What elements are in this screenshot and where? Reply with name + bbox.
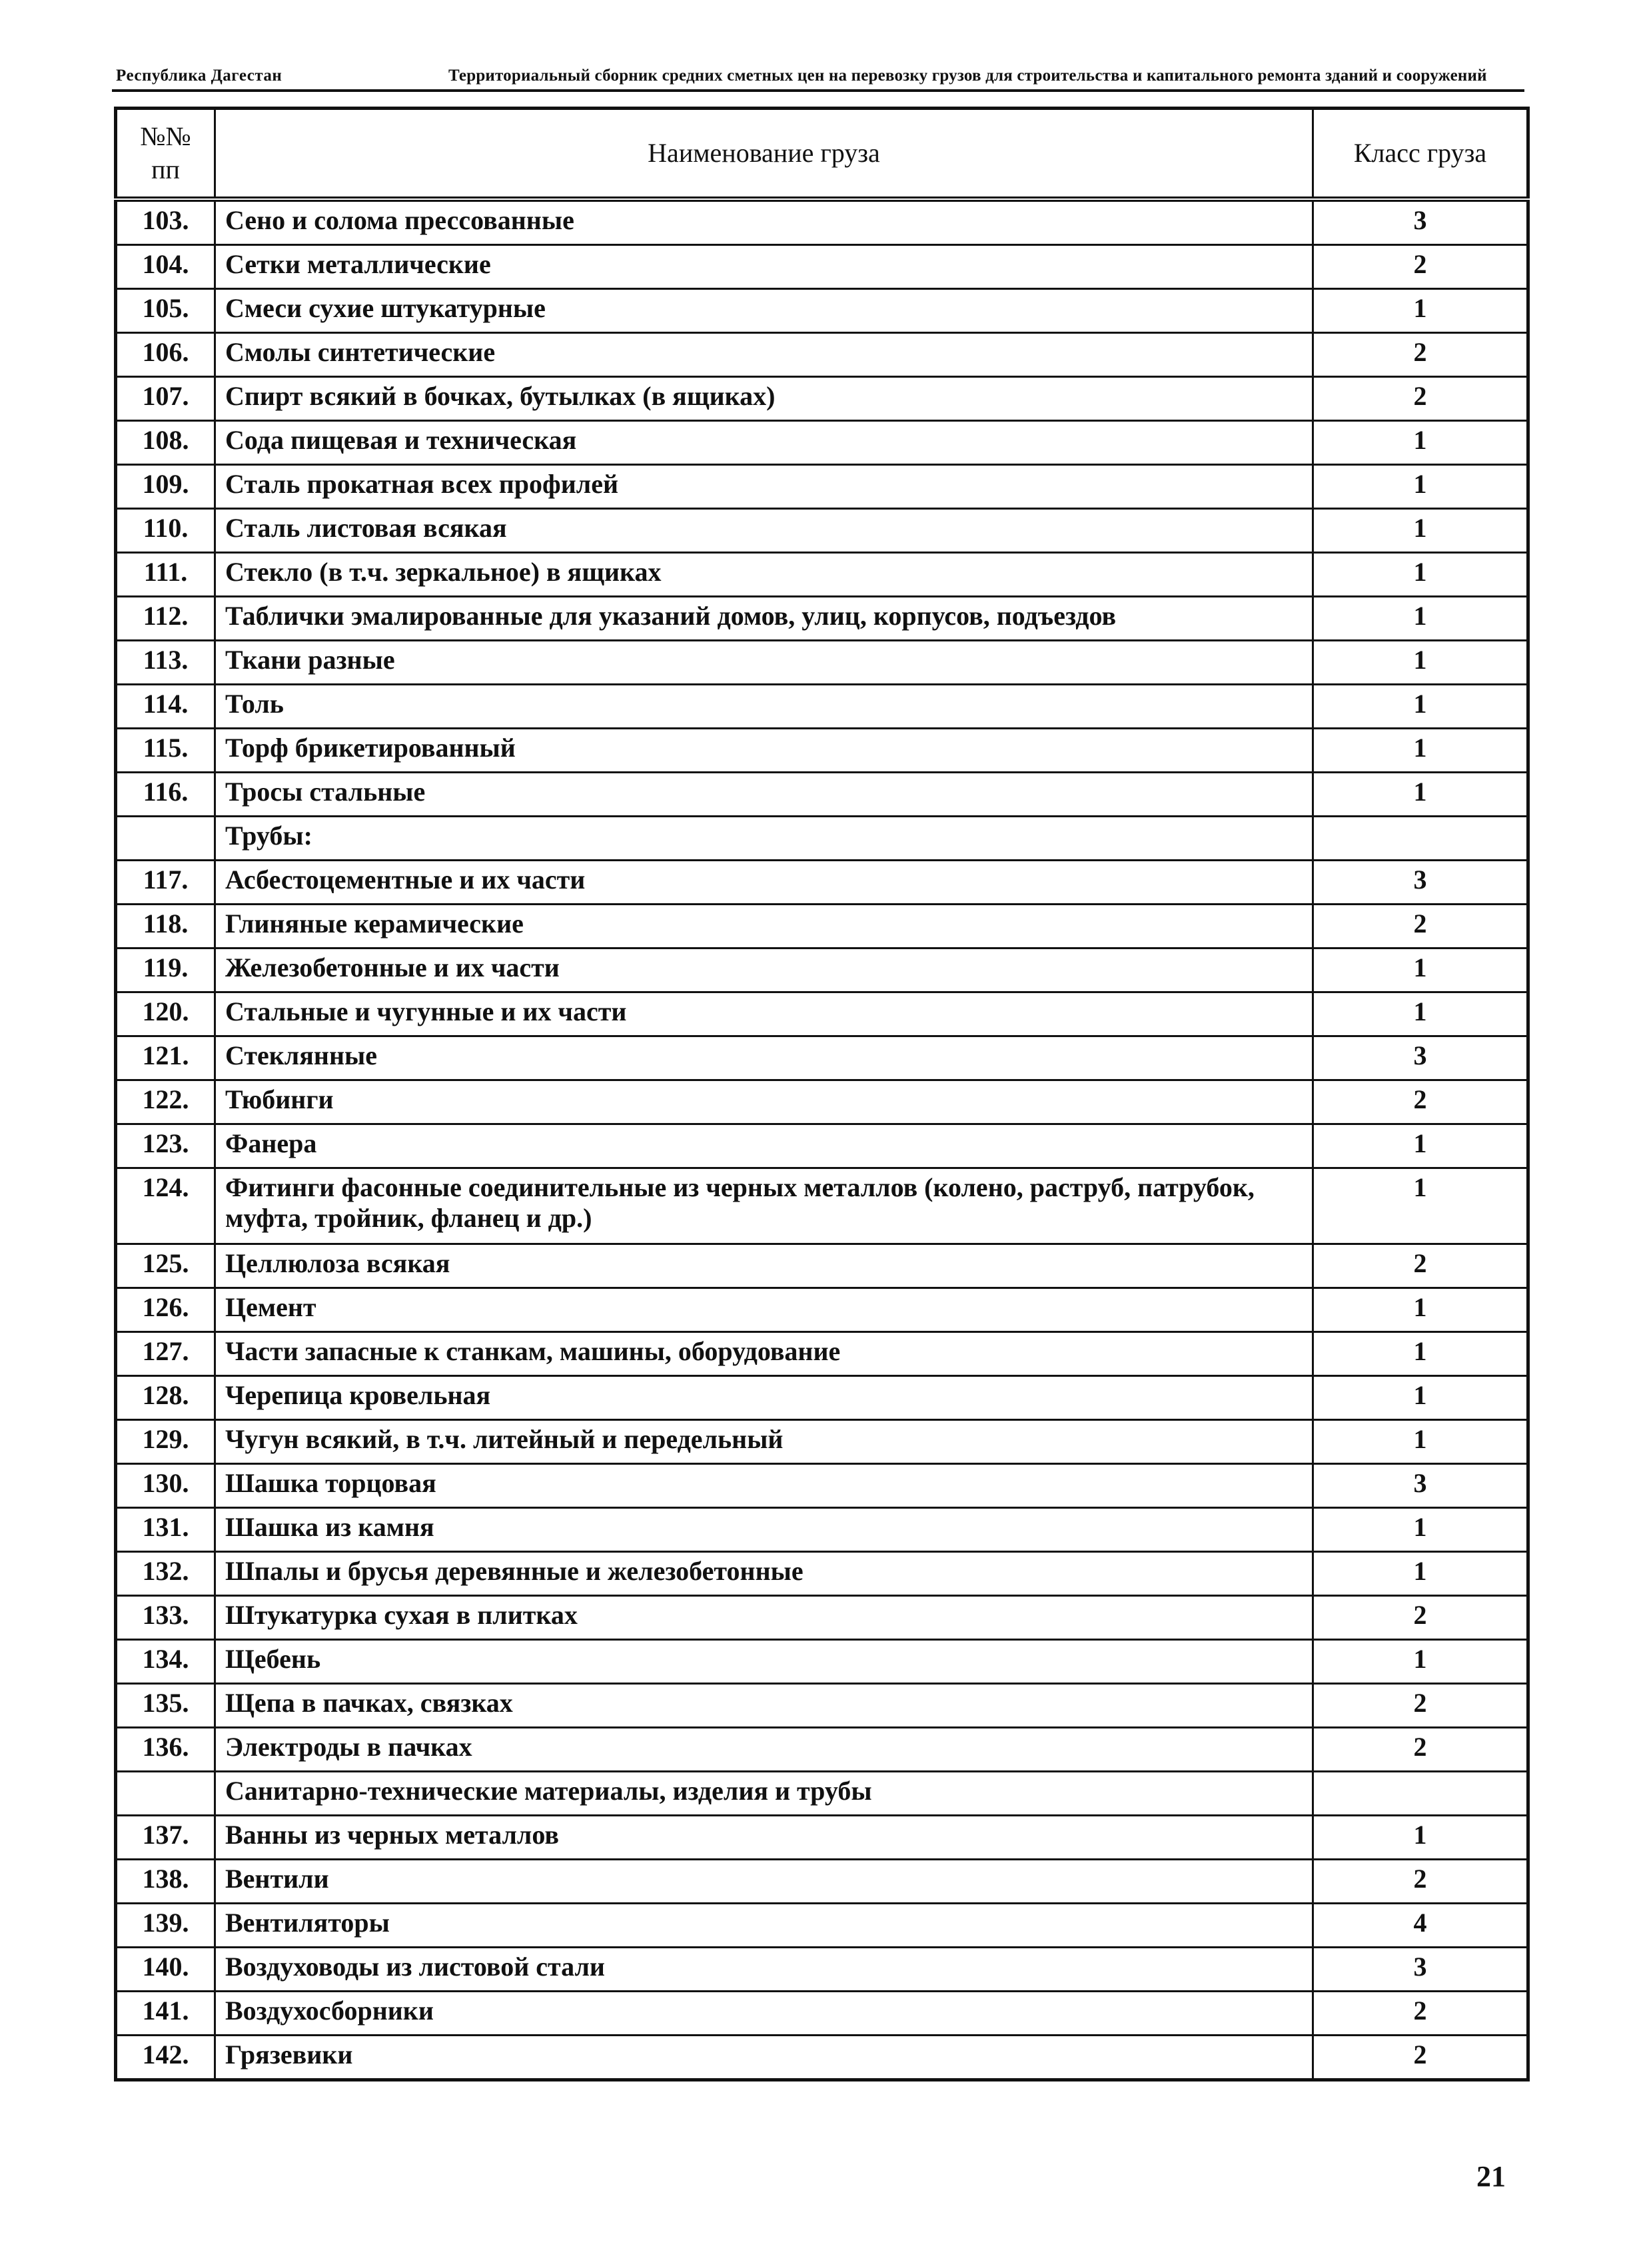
table-row (116, 289, 1528, 333)
table-row (116, 729, 1528, 773)
cargo-class: 1 (1313, 773, 1528, 817)
row-number: 140. (116, 1948, 215, 1992)
cargo-class: 1 (1313, 1420, 1528, 1464)
cargo-name: Штукатурка сухая в плитках (215, 1596, 1313, 1640)
table-row (116, 948, 1528, 992)
table-header-row (116, 109, 1528, 200)
cargo-class: 2 (1313, 377, 1528, 421)
column-header-number-line2: пп (151, 155, 180, 185)
cargo-name: Черепица кровельная (215, 1376, 1313, 1420)
table-row (116, 685, 1528, 729)
header-title: Территориальный сборник средних сметных цен на перевозку грузов для строительства и капитального ремонта зданий и сооружений (448, 67, 1487, 85)
cargo-name: Цемент (215, 1288, 1313, 1332)
row-number: 114. (116, 685, 215, 729)
cargo-class: 3 (1313, 1464, 1528, 1508)
row-number: 120. (116, 992, 215, 1036)
cargo-name: Спирт всякий в бочках, бутылках (в ящиках) (215, 377, 1313, 421)
table-row (116, 905, 1528, 948)
row-number: 116. (116, 773, 215, 817)
cargo-name: Грязевики (215, 2036, 1313, 2080)
table-row (116, 1508, 1528, 1552)
table-row (116, 1992, 1528, 2036)
cargo-name: Щебень (215, 1640, 1313, 1684)
cargo-name: Железобетонные и их части (215, 948, 1313, 992)
row-number: 103. (116, 199, 215, 245)
cargo-name: Чугун всякий, в т.ч. литейный и передельный (215, 1420, 1313, 1464)
table-row (116, 1904, 1528, 1948)
cargo-name: Стекло (в т.ч. зеркальное) в ящиках (215, 553, 1313, 597)
row-number: 108. (116, 421, 215, 465)
cargo-class: 1 (1313, 948, 1528, 992)
table-row (116, 1288, 1528, 1332)
cargo-name: Ткани разные (215, 641, 1313, 685)
cargo-name: Фитинги фасонные соединительные из черных металлов (колено, раструб, патрубок, муфта, тройник, фланец и др.) (215, 1168, 1313, 1244)
table-row (116, 199, 1528, 245)
table-row (116, 1244, 1528, 1288)
cargo-class: 1 (1313, 1124, 1528, 1168)
row-number: 118. (116, 905, 215, 948)
cargo-name: Сода пищевая и техническая (215, 421, 1313, 465)
table-row (116, 2036, 1528, 2080)
row-number: 127. (116, 1332, 215, 1376)
row-number: 132. (116, 1552, 215, 1596)
row-number: 129. (116, 1420, 215, 1464)
cargo-class: 1 (1313, 465, 1528, 509)
cargo-name: Части запасные к станкам, машины, оборудование (215, 1332, 1313, 1376)
cargo-class: 2 (1313, 245, 1528, 289)
cargo-class: 2 (1313, 1992, 1528, 2036)
row-number: 110. (116, 509, 215, 553)
table-row (116, 992, 1528, 1036)
page-header (112, 63, 1524, 92)
table-row (116, 377, 1528, 421)
row-number: 135. (116, 1684, 215, 1728)
cargo-name: Шашка торцовая (215, 1464, 1313, 1508)
cargo-class: 4 (1313, 1904, 1528, 1948)
cargo-name: Вентиляторы (215, 1904, 1313, 1948)
row-number (116, 817, 215, 861)
row-number: 107. (116, 377, 215, 421)
cargo-class: 3 (1313, 861, 1528, 905)
table-row (116, 1332, 1528, 1376)
row-number: 133. (116, 1596, 215, 1640)
cargo-name: Щепа в пачках, связках (215, 1684, 1313, 1728)
table-row (116, 465, 1528, 509)
row-number: 142. (116, 2036, 215, 2080)
row-number: 105. (116, 289, 215, 333)
table-section-row (116, 1772, 1528, 1816)
cargo-class (1313, 817, 1528, 861)
row-number: 115. (116, 729, 215, 773)
table-row (116, 245, 1528, 289)
cargo-class: 2 (1313, 1080, 1528, 1124)
table-row (116, 861, 1528, 905)
table-row (116, 1684, 1528, 1728)
column-header-name: Наименование груза (215, 109, 1313, 200)
row-number: 137. (116, 1816, 215, 1860)
table-row (116, 1640, 1528, 1684)
row-number: 138. (116, 1860, 215, 1904)
cargo-class: 3 (1313, 199, 1528, 245)
table-row (116, 509, 1528, 553)
row-number: 109. (116, 465, 215, 509)
cargo-name: Сталь прокатная всех профилей (215, 465, 1313, 509)
row-number: 122. (116, 1080, 215, 1124)
cargo-class: 1 (1313, 1288, 1528, 1332)
table-row (116, 597, 1528, 641)
cargo-name: Стеклянные (215, 1036, 1313, 1080)
row-number: 123. (116, 1124, 215, 1168)
header-region: Республика Дагестан (116, 67, 282, 85)
column-header-class: Класс груза (1313, 109, 1528, 200)
row-number: 131. (116, 1508, 215, 1552)
cargo-class: 1 (1313, 1332, 1528, 1376)
cargo-name: Воздуховоды из листовой стали (215, 1948, 1313, 1992)
table-body (116, 199, 1528, 2080)
cargo-class: 1 (1313, 641, 1528, 685)
cargo-class: 2 (1313, 2036, 1528, 2080)
cargo-class (1313, 1772, 1528, 1816)
cargo-name: Вентили (215, 1860, 1313, 1904)
cargo-class: 1 (1313, 289, 1528, 333)
cargo-class: 1 (1313, 729, 1528, 773)
table-row (116, 1036, 1528, 1080)
table-row (116, 1596, 1528, 1640)
cargo-class: 1 (1313, 1552, 1528, 1596)
row-number: 121. (116, 1036, 215, 1080)
cargo-name: Сетки металлические (215, 245, 1313, 289)
table-row (116, 1168, 1528, 1244)
row-number: 128. (116, 1376, 215, 1420)
row-number (116, 1772, 215, 1816)
row-number: 125. (116, 1244, 215, 1288)
row-number: 119. (116, 948, 215, 992)
cargo-class: 1 (1313, 509, 1528, 553)
cargo-class: 2 (1313, 333, 1528, 377)
cargo-name: Трубы: (215, 817, 1313, 861)
cargo-class: 2 (1313, 905, 1528, 948)
cargo-class-table (114, 107, 1530, 2081)
table-row (116, 1420, 1528, 1464)
table-row (116, 1860, 1528, 1904)
cargo-name: Сталь листовая всякая (215, 509, 1313, 553)
cargo-name: Шпалы и брусья деревянные и железобетонные (215, 1552, 1313, 1596)
cargo-class: 1 (1313, 553, 1528, 597)
cargo-name: Фанера (215, 1124, 1313, 1168)
cargo-class: 1 (1313, 597, 1528, 641)
cargo-name: Целлюлоза всякая (215, 1244, 1313, 1288)
page-number: 21 (1476, 2160, 1506, 2193)
table-row (116, 1728, 1528, 1772)
cargo-name: Толь (215, 685, 1313, 729)
cargo-name: Таблички эмалированные для указаний домов, улиц, корпусов, подъездов (215, 597, 1313, 641)
table-row (116, 1124, 1528, 1168)
table-row (116, 1080, 1528, 1124)
cargo-class: 1 (1313, 1508, 1528, 1552)
cargo-name: Глиняные керамические (215, 905, 1313, 948)
column-header-number (116, 109, 215, 200)
table-section-row (116, 817, 1528, 861)
row-number: 104. (116, 245, 215, 289)
cargo-class: 3 (1313, 1036, 1528, 1080)
cargo-name: Тюбинги (215, 1080, 1313, 1124)
row-number: 113. (116, 641, 215, 685)
cargo-class: 2 (1313, 1244, 1528, 1288)
cargo-name: Воздухосборники (215, 1992, 1313, 2036)
cargo-name: Смолы синтетические (215, 333, 1313, 377)
cargo-name: Сено и солома прессованные (215, 199, 1313, 245)
row-number: 139. (116, 1904, 215, 1948)
row-number: 112. (116, 597, 215, 641)
cargo-name: Смеси сухие штукатурные (215, 289, 1313, 333)
cargo-class: 3 (1313, 1948, 1528, 1992)
table-row (116, 421, 1528, 465)
row-number: 130. (116, 1464, 215, 1508)
cargo-class: 1 (1313, 1376, 1528, 1420)
cargo-name: Шашка из камня (215, 1508, 1313, 1552)
row-number: 141. (116, 1992, 215, 2036)
cargo-name: Санитарно-технические материалы, изделия и трубы (215, 1772, 1313, 1816)
cargo-class: 2 (1313, 1596, 1528, 1640)
table-row (116, 553, 1528, 597)
table-row (116, 1376, 1528, 1420)
cargo-class: 1 (1313, 992, 1528, 1036)
cargo-class: 1 (1313, 1816, 1528, 1860)
cargo-class: 1 (1313, 685, 1528, 729)
cargo-class: 1 (1313, 1640, 1528, 1684)
table-row (116, 1552, 1528, 1596)
cargo-class: 1 (1313, 1168, 1528, 1244)
row-number: 136. (116, 1728, 215, 1772)
table-row (116, 641, 1528, 685)
cargo-class: 2 (1313, 1860, 1528, 1904)
row-number: 134. (116, 1640, 215, 1684)
table-row (116, 773, 1528, 817)
row-number: 106. (116, 333, 215, 377)
table-row (116, 1816, 1528, 1860)
table-row (116, 1464, 1528, 1508)
row-number: 117. (116, 861, 215, 905)
row-number: 111. (116, 553, 215, 597)
column-header-number-line1: №№ (140, 121, 191, 151)
cargo-class: 2 (1313, 1684, 1528, 1728)
row-number: 126. (116, 1288, 215, 1332)
cargo-name: Электроды в пачках (215, 1728, 1313, 1772)
table-row (116, 1948, 1528, 1992)
cargo-name: Торф брикетированный (215, 729, 1313, 773)
cargo-name: Стальные и чугунные и их части (215, 992, 1313, 1036)
table-row (116, 333, 1528, 377)
row-number: 124. (116, 1168, 215, 1244)
cargo-class: 2 (1313, 1728, 1528, 1772)
cargo-class: 1 (1313, 421, 1528, 465)
cargo-name: Асбестоцементные и их части (215, 861, 1313, 905)
cargo-name: Ванны из черных металлов (215, 1816, 1313, 1860)
cargo-name: Тросы стальные (215, 773, 1313, 817)
